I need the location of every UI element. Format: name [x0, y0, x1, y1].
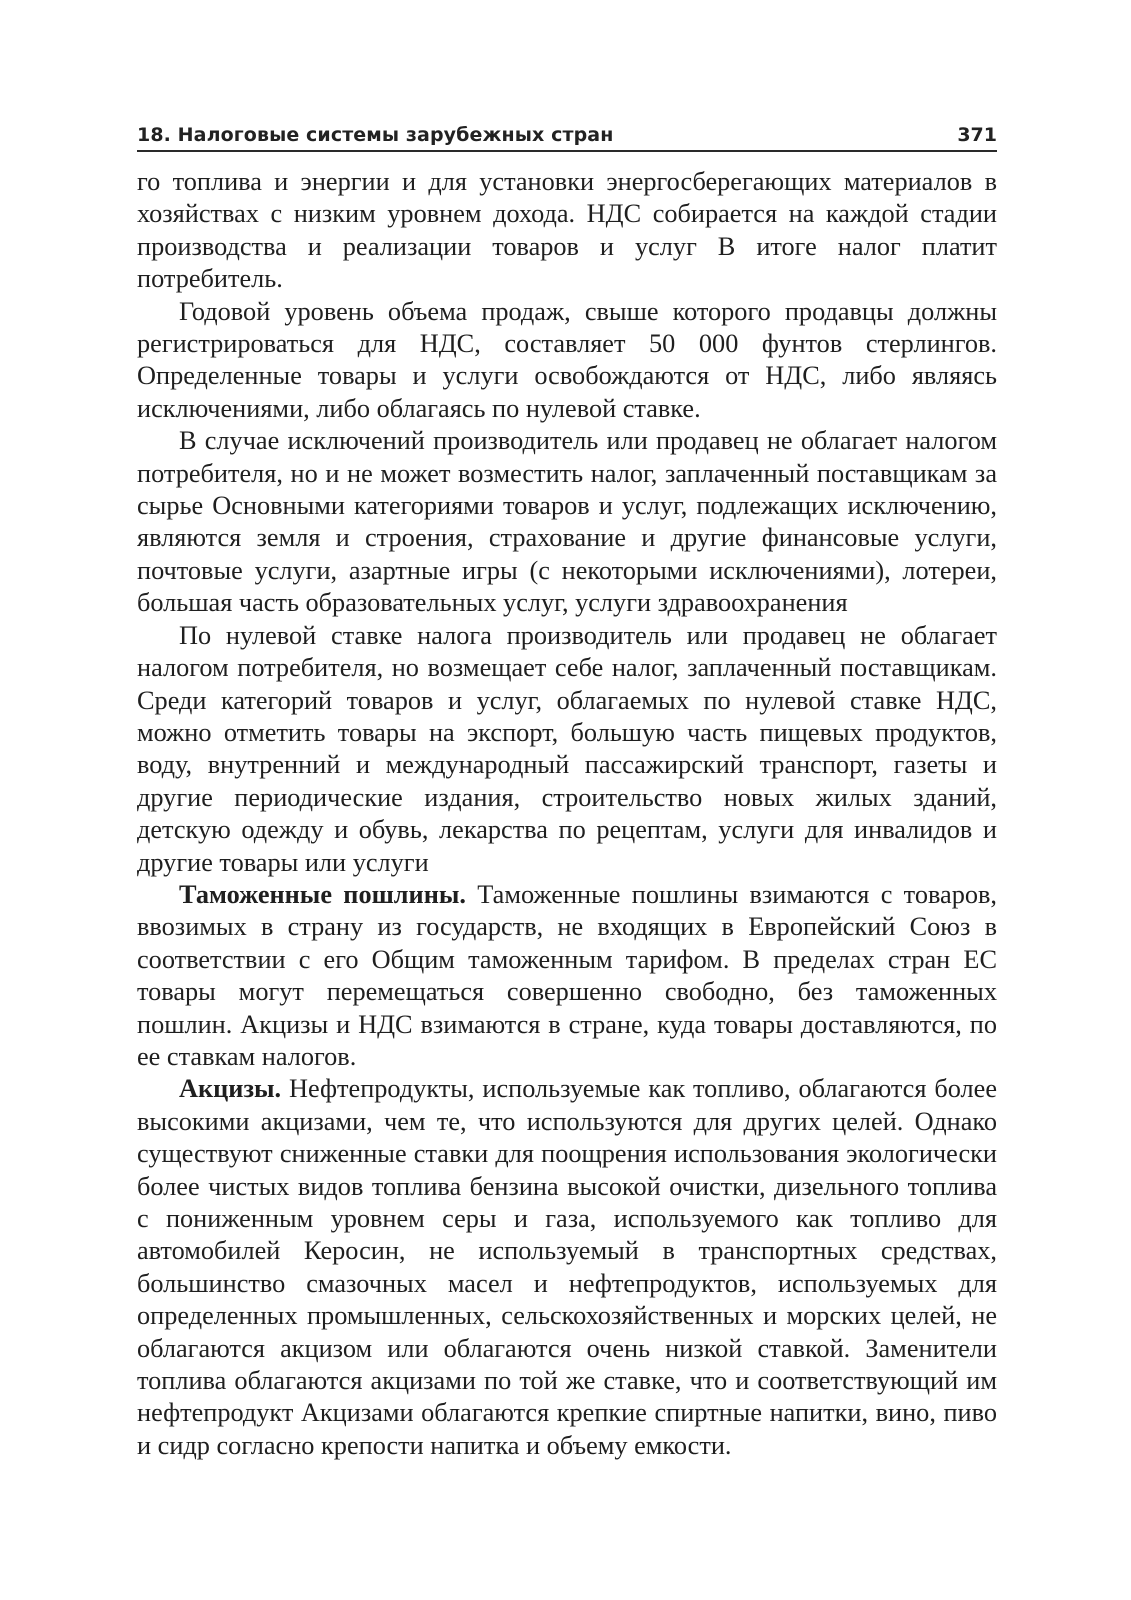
- paragraph-continued: [137, 166, 997, 296]
- paragraph-vat-threshold: [137, 296, 997, 426]
- paragraph-text: Нефтепродукты, используемые как топливо, облагаются более высокими акцизами, чем те, что используются для других целей. Однако существуют сниженные ставки для поощрения использования экологически более чистых видов топлива бензина высокой очистки, дизельного топлива с пониженным уровнем серы и газа, используемого как топливо для автомобилей Керосин, не используемый в транспортных средствах, большинство смазочных масел и нефтепродуктов, используемых для определенных промышленных, сельскохозяйственных и морских целей, не облагаются акцизом или облагаются очень низкой ставкой. Заменители топлива облагаются акцизами по той же ставке, что и соответствующий им нефтепродукт Акцизами облагаются крепкие спиртные напитки, вино, пиво и сидр согласно крепости напитка и объему емкости.: [137, 1074, 997, 1460]
- paragraph-text: По нулевой ставке налога производитель или продавец не облагает налогом потребителя, но возмещает себе налог, заплаченный поставщикам. Среди категорий товаров и услуг, облагаемых по нулевой ставке НДС, можно отметить товары на экспорт, большую часть пищевых продуктов, воду, внутренний и международный пассажирский транспорт, газеты и другие периодические издания, строительство новых жилых зданий, детскую одежду и обувь, лекарства по рецептам, услуги для инвалидов и другие товары или услуги: [137, 620, 997, 877]
- running-header: [137, 112, 997, 152]
- paragraph-customs-duties: [137, 879, 997, 1073]
- paragraph-text: го топлива и энергии и для установки энергосберегающих материалов в хозяйствах с низким уровнем дохода. НДС собирается на каждой стадии производства и реализации товаров и услуг В итоге налог платит потребитель.: [137, 167, 997, 294]
- run-in-heading: Акцизы.: [179, 1074, 282, 1104]
- paragraph-excises: [137, 1073, 997, 1462]
- paragraph-exemptions: [137, 425, 997, 619]
- chapter-title: 18. Налоговые системы зарубежных стран: [137, 124, 614, 146]
- paragraph-text: Годовой уровень объема продаж, свыше которого продавцы должны регистрироваться для НДС, составляет 50 000 фунтов стерлингов. Определенные товары и услуги освобождаются от НДС, либо являясь исключениями, либо облагаясь по нулевой ставке.: [137, 296, 997, 423]
- page-body: [137, 166, 997, 1462]
- run-in-heading: Таможенные пошлины.: [179, 879, 466, 909]
- paragraph-text: В случае исключений производитель или продавец не облагает налогом потребителя, но и не может возместить налог, заплаченный поставщикам за сырье Основными категориями товаров и услуг, подлежащих исключению, являются земля и строения, страхование и другие финансовые услуги, почтовые услуги, азартные игры (с некоторыми исключениями), лотереи, большая часть образовательных услуг, услуги здравоохранения: [137, 426, 997, 618]
- page-number: 371: [957, 124, 997, 146]
- paragraph-zero-rate: [137, 620, 997, 879]
- paragraph-text: Таможенные пошлины взимаются с товаров, ввозимых в страну из государств, не входящих в Европейский Союз в соответствии с его Общим таможенным тарифом. В пределах стран ЕС товары могут перемещаться совершенно свободно, без таможенных пошлин. Акцизы и НДС взимаются в стране, куда товары доставляются, по ее ставкам налогов.: [137, 879, 997, 1071]
